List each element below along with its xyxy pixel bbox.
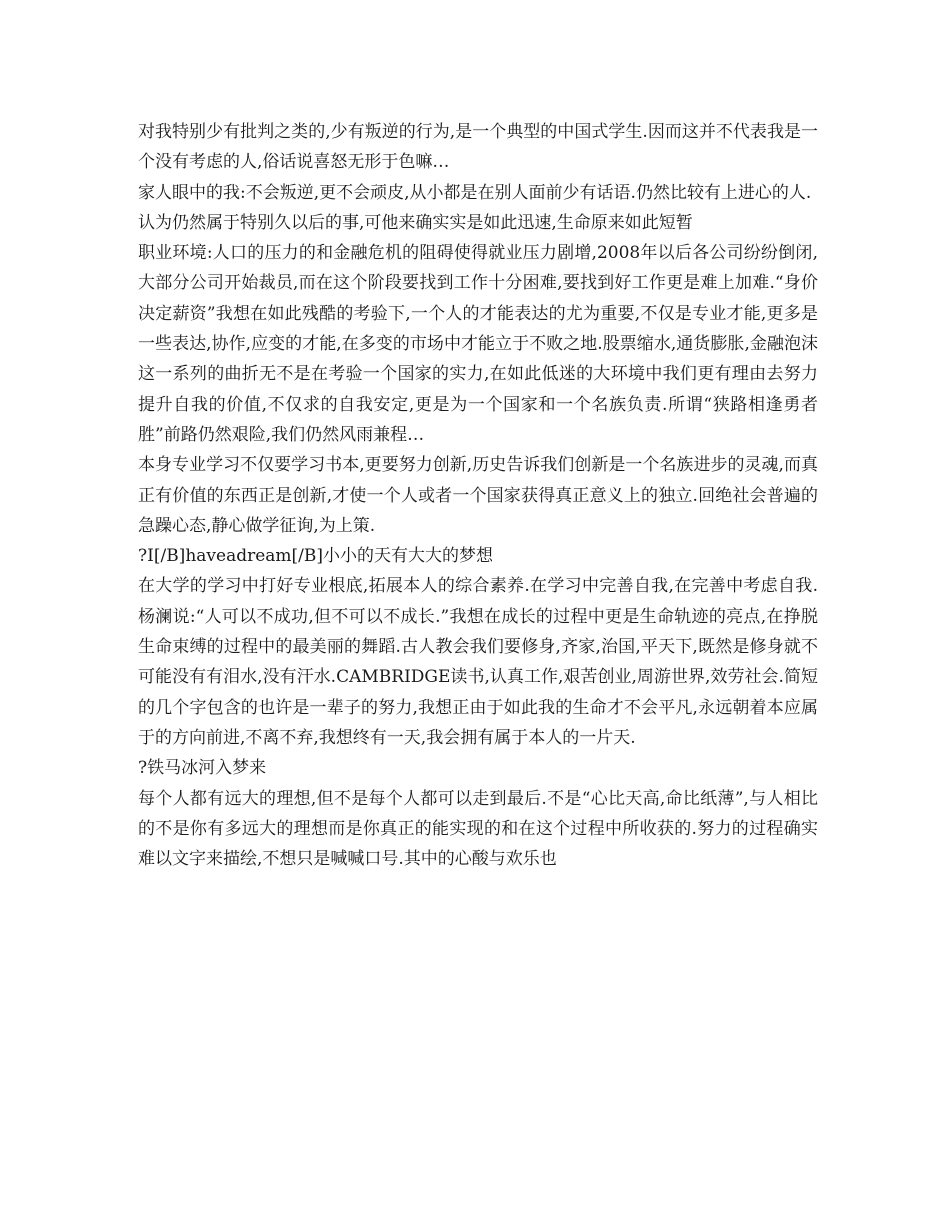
paragraph-life-short: 认为仍然属于特别久以后的事,可他来确实实是如此迅速,生命原来如此短暂: [138, 212, 693, 233]
paragraph-professional-study: 本身专业学习不仅要学习书本,更要努力创新,历史告诉我们创新是一个名族进步的灵魂,而真正有价值的东西正是创新,才使一个人或者一个国家获得真正意义上的独立.回绝社会普遍的急躁心态,静心做学征询,为上策.: [138, 455, 818, 536]
section-heading-iron-horse: ?铁马冰河入梦来: [138, 758, 267, 779]
paragraph-career-environment: 职业环境:人口的压力的和金融危机的阻碍使得就业压力剧增,2008年以后各公司纷纷倒闭,大部分公司开始裁员,而在这个阶段要找到工作十分困难,要找到好工作更是难上加难.“身价决定薪资”我想在如此残酷的考验下,一个人的才能表达的尤为重要,不仅是专业才能,更多是一些表达,协作,应变的才能,在多变的市场中才能立于不败之地.股票缩水,通货膨胀,金融泡沫这一系列的曲折无不是在考验一个国家的实力,在如此低迷的大环境中我们更有理由去努力提升自我的价值,不仅求的自我安定,更是为一个国家和一个名族负责.所谓“狭路相逢勇者胜”前路仍然艰险,我们仍然风雨兼程…: [138, 243, 818, 445]
paragraph-family-view: 家人眼中的我:不会叛逆,更不会顽皮,从小都是在别人面前少有话语.仍然比较有上进心的人.: [138, 182, 812, 203]
document-body: [138, 117, 818, 874]
paragraph-ideals: 每个人都有远大的理想,但不是每个人都可以走到最后.不是“心比天高,命比纸薄”,与人相比的不是你有多远大的理想而是你真正的能实现的和在这个过程中所收获的.努力的过程确实难以文字来描绘,不想只是喊喊口号.其中的心酸与欢乐也: [138, 788, 818, 870]
paragraph-university-study: 在大学的学习中打好专业根底,拓展本人的综合素养.在学习中完善自我,在完善中考虑自我.杨澜说:“人可以不成功,但不可以不成长.”我想在成长的过程中更是生命轨迹的亮点,在挣脱生命束缚的过程中的最美丽的舞蹈.古人教会我们要修身,齐家,治国,平天下,既然是修身就不可能没有有泪水,没有汗水.CAMBRIDGE读书,认真工作,艰苦创业,周游世界,效劳社会.简短的几个字包含的也许是一辈子的努力,我想正由于如此我的生命才不会平凡,永远朝着本应属于的方向前进,不离不弃,我想终有一天,我会拥有属于本人的一片天.: [138, 576, 818, 748]
paragraph-self-evaluation: 对我特别少有批判之类的,少有叛逆的行为,是一个典型的中国式学生.因而这并不代表我是一个没有考虑的人,俗话说喜怒无形于色嘛…: [138, 122, 818, 173]
section-heading-dream: ?I[/B]haveadream[/B]小小的天有大大的梦想: [138, 546, 494, 567]
